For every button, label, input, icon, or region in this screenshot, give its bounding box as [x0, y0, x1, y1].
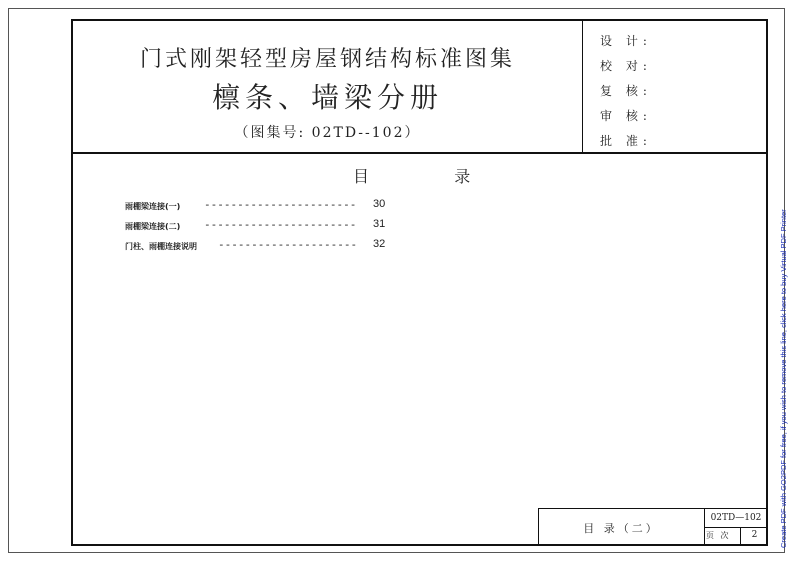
- pdf-watermark[interactable]: [770, 0, 788, 561]
- header-vertical-divider: [582, 21, 583, 152]
- toc-entry-name: 门柱、雨棚连接说明: [125, 242, 197, 251]
- atlas-title: 门式刚架轻型房屋钢结构标准图集: [139, 47, 515, 72]
- drawing-frame: [71, 19, 768, 546]
- sheet-title: 目 录（二）: [583, 522, 660, 535]
- atlas-number: （图集号: 02TD--102）: [234, 125, 421, 141]
- volume-title: 檩条、墙梁分册: [211, 81, 443, 114]
- title-block-cell-divider: [740, 527, 741, 545]
- toc-entry-page: 31: [373, 218, 386, 230]
- watermark-link[interactable]: Create PDF with GO2PDF for free, if you wish to remove this line, click here to buy Virtual PDF Printer: [779, 209, 788, 548]
- title-block: [538, 508, 766, 544]
- header-divider: [73, 152, 766, 154]
- page-label: 页 次: [706, 531, 731, 540]
- toc-title-left: 目: [353, 167, 370, 186]
- title-block-row-divider: [704, 527, 767, 528]
- toc-title: [353, 164, 470, 187]
- toc-entry-page: 32: [373, 238, 386, 250]
- toc-entry-leader: -----------------------: [204, 198, 357, 211]
- signoff-approve: 批 准:: [600, 134, 652, 148]
- signoff-review: 复 核:: [600, 84, 652, 98]
- signoff-audit: 审 核:: [600, 109, 652, 123]
- toc-entry-name: 雨棚梁连接(一): [125, 202, 181, 211]
- toc-title-right: 录: [454, 167, 471, 186]
- toc-entry-leader: -----------------------: [204, 218, 357, 231]
- toc-entry-leader: ---------------------: [218, 238, 358, 251]
- page-number: 2: [751, 530, 758, 540]
- toc-entry-name: 雨棚梁连接(二): [125, 222, 181, 231]
- toc-entry-page: 30: [373, 198, 386, 210]
- signoff-design: 设 计:: [600, 34, 652, 48]
- atlas-code: 02TD—102: [710, 513, 762, 523]
- signoff-proofread: 校 对:: [600, 59, 652, 73]
